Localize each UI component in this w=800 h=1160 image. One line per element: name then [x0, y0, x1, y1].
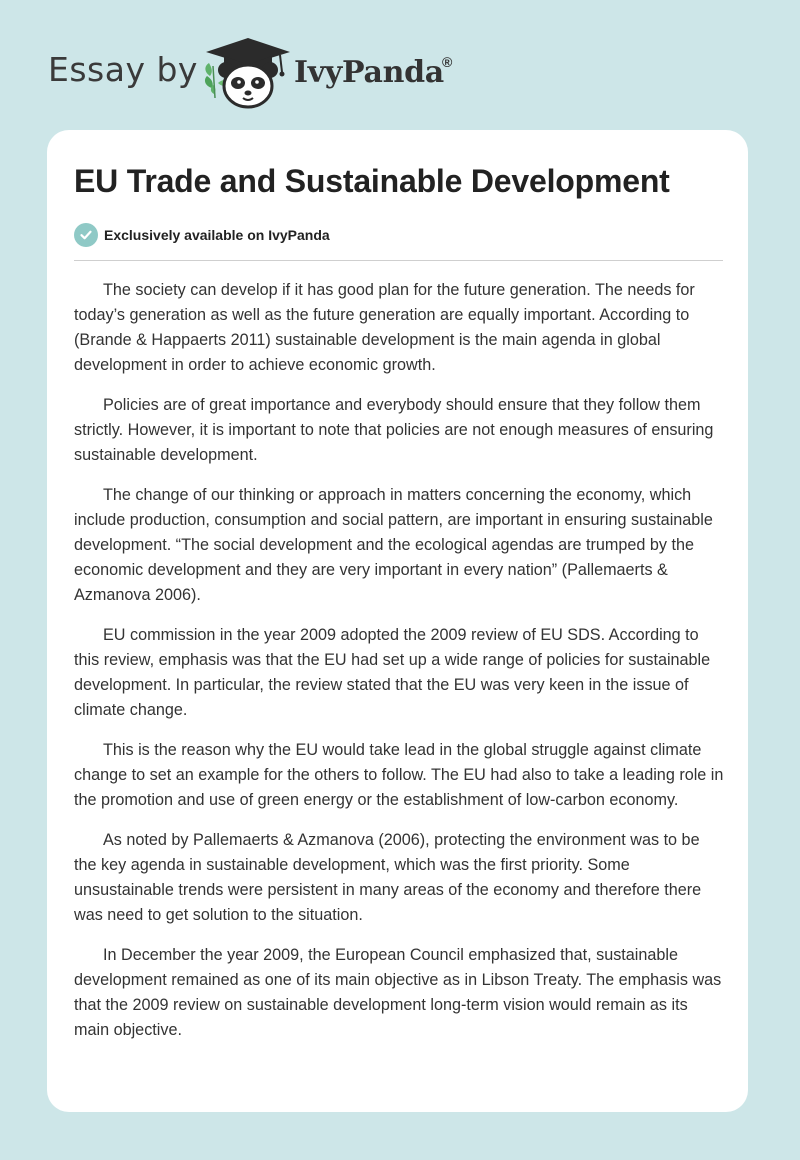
essay-paragraph: The change of our thinking or approach in matters concerning the economy, which include production, consumption and social pattern, are important in ensuring sustainable development. “The social development and the ecological agendas are trumped by the economic development and they are very important in every nation” (Pallemaerts & Azmanova 2006).: [74, 486, 713, 604]
essay-paragraph: EU commission in the year 2009 adopted the 2009 review of EU SDS. According to this review, emphasis was that the EU had set up a wide range of policies for sustainable development. In particular, the review stated that the EU was very keen in the issue of climate change.: [74, 626, 711, 719]
essay-paragraph: Policies are of great importance and everybody should ensure that they follow them strictly. However, it is important to note that policies are not enough measures of ensuring sustainable development.: [74, 396, 714, 464]
essay-paragraph: This is the reason why the EU would take lead in the global struggle against climate change to set an example for the others to follow. The EU had also to take a leading role in the promotion and use of green energy or the establishment of low-carbon economy.: [74, 741, 724, 809]
essay-paragraph: In December the year 2009, the European Council emphasized that, sustainable development remained as one of its main objective as in Libson Treaty. The emphasis was that the 2009 review on sustainable development long-term vision would remain as its main objective.: [74, 946, 722, 1039]
exclusive-badge: [74, 223, 330, 247]
brand-name[interactable]: IvyPanda: [294, 55, 444, 90]
check-icon: [74, 223, 98, 247]
exclusive-badge-text: Exclusively available on IvyPanda: [104, 227, 330, 243]
divider: [74, 260, 723, 261]
essay-by-label: Essay by: [48, 50, 198, 89]
essay-title: EU Trade and Sustainable Development: [74, 163, 670, 199]
essay-paragraph: The society can develop if it has good plan for the future generation. The needs for today’s generation as well as the future generation are equally important. According to (Brande & Happaerts 2011) sustainable development is the main agenda in global development in order to achieve economic growth.: [74, 281, 695, 374]
panda-graduate-icon[interactable]: [202, 36, 294, 110]
essay-card: [47, 130, 748, 1112]
site-header: [0, 0, 800, 120]
essay-body: [74, 278, 726, 1058]
essay-paragraph: As noted by Pallemaerts & Azmanova (2006), protecting the environment was to be the key agenda in sustainable development, which was the first priority. Some unsustainable trends were persistent in many areas of the economy and therefore there was need to get solution to the situation.: [74, 831, 702, 924]
registered-mark: ®: [442, 54, 453, 70]
